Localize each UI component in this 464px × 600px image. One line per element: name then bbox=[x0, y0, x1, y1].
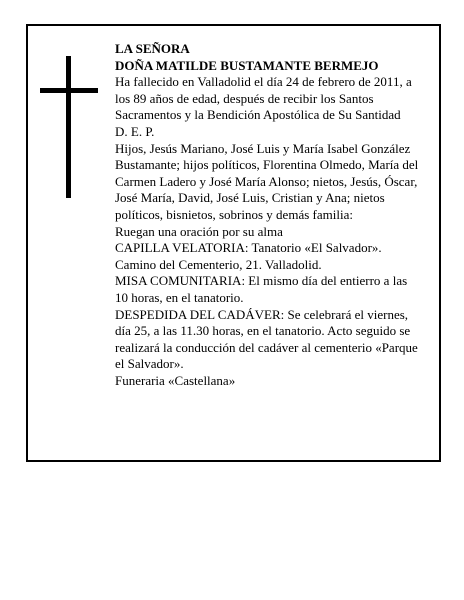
notice-text bbox=[115, 41, 421, 389]
dep-line: D. E. P. bbox=[115, 123, 155, 139]
cross-horizontal-bar bbox=[40, 88, 98, 93]
deceased-name: DOÑA MATILDE BUSTAMANTE BERMEJO bbox=[115, 57, 379, 73]
mass-info: MISA COMUNITARIA: El mismo día del entierro a las 10 horas, en el tanatorio. bbox=[115, 273, 408, 305]
prayer-request: Ruegan una oración por su alma bbox=[115, 223, 283, 239]
cross-vertical-bar bbox=[66, 56, 71, 198]
obituary-notice bbox=[26, 24, 441, 462]
funeral-home: Funeraria «Castellana» bbox=[115, 372, 236, 388]
title-line-1: LA SEÑORA bbox=[115, 41, 190, 56]
farewell-info: DESPEDIDA DEL CADÁVER: Se celebrará el viernes, día 25, a las 11.30 horas, en el tanatorio. Acto seguido se realizará la conducción del cadáver al cementerio «Parque el Salvador». bbox=[115, 306, 418, 372]
death-statement: Ha fallecido en Valladolid el día 24 de febrero de 2011, a los 89 años de edad, después de recibir los Santos Sacramentos y la Bendición Apostólica de Su Santidad bbox=[115, 74, 412, 123]
chapel-info: CAPILLA VELATORIA: Tanatorio «El Salvador». Camino del Cementerio, 21. Valladolid. bbox=[115, 240, 382, 272]
family-list: Hijos, Jesús Mariano, José Luis y María Isabel González Bustamante; hijos políticos, Florentina Olmedo, María del Carmen Ladero y José María Alonso; nietos, Jesús, Óscar, José María, David, José Luis, Cristian y Ana; nietos políticos, bisnietos, sobrinos y demás familia: bbox=[115, 140, 419, 222]
latin-cross-icon bbox=[40, 56, 98, 198]
